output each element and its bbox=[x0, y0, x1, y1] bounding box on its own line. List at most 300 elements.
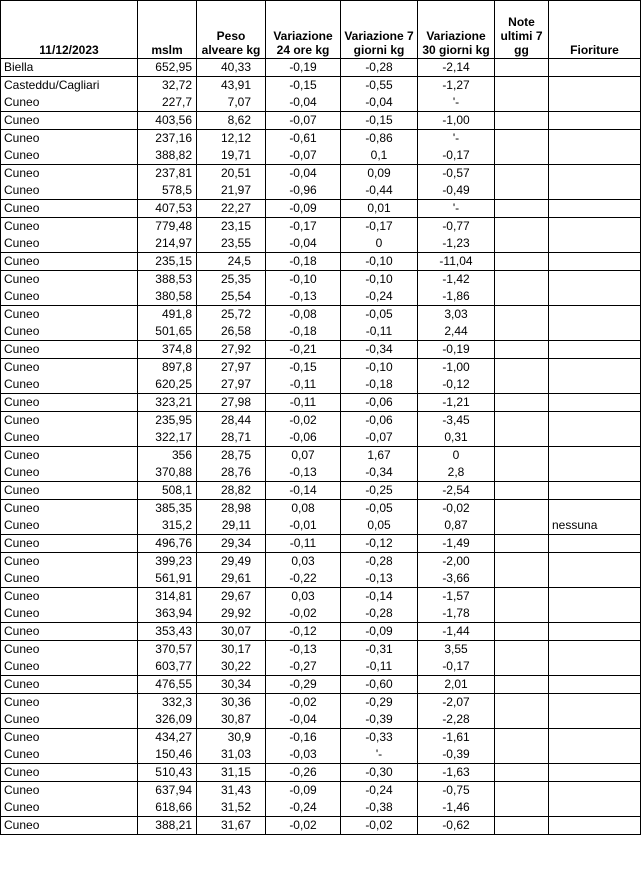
cell-location[interactable]: Cuneo bbox=[1, 200, 138, 218]
cell-note[interactable] bbox=[495, 235, 549, 253]
cell-location[interactable]: Cuneo bbox=[1, 235, 138, 253]
cell-var7[interactable]: -0,13 bbox=[341, 570, 418, 588]
cell-note[interactable] bbox=[495, 288, 549, 306]
cell-var30[interactable]: 3,55 bbox=[418, 641, 495, 659]
cell-fioriture[interactable] bbox=[549, 817, 641, 835]
cell-var30[interactable]: -1,44 bbox=[418, 623, 495, 641]
cell-location[interactable]: Cuneo bbox=[1, 535, 138, 553]
cell-fioriture[interactable] bbox=[549, 94, 641, 112]
cell-var30[interactable]: '- bbox=[418, 94, 495, 112]
cell-note[interactable] bbox=[495, 200, 549, 218]
cell-location[interactable]: Cuneo bbox=[1, 694, 138, 712]
cell-note[interactable] bbox=[495, 182, 549, 200]
cell-note[interactable] bbox=[495, 729, 549, 747]
cell-var24[interactable]: -0,06 bbox=[266, 429, 341, 447]
cell-var30[interactable]: -1,23 bbox=[418, 235, 495, 253]
cell-mslm[interactable]: 235,95 bbox=[138, 412, 197, 430]
cell-var30[interactable]: -1,00 bbox=[418, 112, 495, 130]
cell-location[interactable]: Cuneo bbox=[1, 817, 138, 835]
cell-fioriture[interactable] bbox=[549, 623, 641, 641]
cell-mslm[interactable]: 434,27 bbox=[138, 729, 197, 747]
cell-weight[interactable]: 29,67 bbox=[197, 588, 266, 606]
cell-weight[interactable]: 26,58 bbox=[197, 323, 266, 341]
cell-location[interactable]: Cuneo bbox=[1, 711, 138, 729]
cell-location[interactable]: Cuneo bbox=[1, 782, 138, 800]
cell-fioriture[interactable] bbox=[549, 341, 641, 359]
cell-weight[interactable]: 30,34 bbox=[197, 676, 266, 694]
cell-mslm[interactable]: 380,58 bbox=[138, 288, 197, 306]
cell-weight[interactable]: 28,98 bbox=[197, 500, 266, 518]
cell-fioriture[interactable] bbox=[549, 500, 641, 518]
cell-location[interactable]: Cuneo bbox=[1, 588, 138, 606]
cell-var7[interactable]: -0,28 bbox=[341, 553, 418, 571]
cell-var24[interactable]: -0,21 bbox=[266, 341, 341, 359]
cell-mslm[interactable]: 370,57 bbox=[138, 641, 197, 659]
cell-var7[interactable]: 0 bbox=[341, 235, 418, 253]
cell-location[interactable]: Cuneo bbox=[1, 429, 138, 447]
cell-var24[interactable]: -0,17 bbox=[266, 218, 341, 236]
cell-mslm[interactable]: 501,65 bbox=[138, 323, 197, 341]
cell-mslm[interactable]: 578,5 bbox=[138, 182, 197, 200]
cell-var7[interactable]: -0,86 bbox=[341, 130, 418, 148]
cell-weight[interactable]: 27,97 bbox=[197, 376, 266, 394]
cell-var30[interactable]: 2,01 bbox=[418, 676, 495, 694]
cell-var7[interactable]: 0,01 bbox=[341, 200, 418, 218]
cell-weight[interactable]: 29,49 bbox=[197, 553, 266, 571]
cell-mslm[interactable]: 603,77 bbox=[138, 658, 197, 676]
cell-mslm[interactable]: 652,95 bbox=[138, 59, 197, 77]
cell-note[interactable] bbox=[495, 623, 549, 641]
cell-var30[interactable]: -3,45 bbox=[418, 412, 495, 430]
cell-note[interactable] bbox=[495, 412, 549, 430]
cell-var7[interactable]: -0,10 bbox=[341, 271, 418, 289]
cell-location[interactable]: Cuneo bbox=[1, 306, 138, 324]
cell-var30[interactable]: -1,57 bbox=[418, 588, 495, 606]
cell-note[interactable] bbox=[495, 59, 549, 77]
cell-var30[interactable]: -2,00 bbox=[418, 553, 495, 571]
cell-var30[interactable]: -0,57 bbox=[418, 165, 495, 183]
cell-var24[interactable]: -0,07 bbox=[266, 147, 341, 165]
cell-weight[interactable]: 31,52 bbox=[197, 799, 266, 817]
cell-fioriture[interactable] bbox=[549, 182, 641, 200]
cell-var30[interactable]: 0,31 bbox=[418, 429, 495, 447]
cell-var30[interactable]: -1,21 bbox=[418, 394, 495, 412]
cell-var24[interactable]: -0,19 bbox=[266, 59, 341, 77]
cell-weight[interactable]: 29,61 bbox=[197, 570, 266, 588]
cell-fioriture[interactable] bbox=[549, 588, 641, 606]
cell-fioriture[interactable] bbox=[549, 429, 641, 447]
cell-var24[interactable]: -0,11 bbox=[266, 535, 341, 553]
cell-location[interactable]: Cuneo bbox=[1, 271, 138, 289]
header-mslm[interactable]: mslm bbox=[138, 1, 197, 59]
cell-note[interactable] bbox=[495, 376, 549, 394]
cell-var30[interactable]: -2,07 bbox=[418, 694, 495, 712]
cell-fioriture[interactable] bbox=[549, 676, 641, 694]
cell-var24[interactable]: -0,14 bbox=[266, 482, 341, 500]
cell-weight[interactable]: 30,9 bbox=[197, 729, 266, 747]
cell-note[interactable] bbox=[495, 306, 549, 324]
header-date[interactable]: 11/12/2023 bbox=[1, 1, 138, 59]
cell-fioriture[interactable] bbox=[549, 729, 641, 747]
cell-var24[interactable]: 0,07 bbox=[266, 447, 341, 465]
cell-var24[interactable]: -0,16 bbox=[266, 729, 341, 747]
cell-var30[interactable]: -1,27 bbox=[418, 77, 495, 95]
cell-var7[interactable]: -0,28 bbox=[341, 59, 418, 77]
cell-var7[interactable]: -0,02 bbox=[341, 817, 418, 835]
cell-var24[interactable]: -0,11 bbox=[266, 394, 341, 412]
cell-var7[interactable]: 1,67 bbox=[341, 447, 418, 465]
cell-fioriture[interactable] bbox=[549, 376, 641, 394]
cell-var30[interactable]: -3,66 bbox=[418, 570, 495, 588]
cell-mslm[interactable]: 620,25 bbox=[138, 376, 197, 394]
cell-location[interactable]: Cuneo bbox=[1, 799, 138, 817]
cell-location[interactable]: Biella bbox=[1, 59, 138, 77]
cell-fioriture[interactable] bbox=[549, 464, 641, 482]
cell-mslm[interactable]: 403,56 bbox=[138, 112, 197, 130]
cell-location[interactable]: Cuneo bbox=[1, 553, 138, 571]
cell-var30[interactable]: -0,17 bbox=[418, 658, 495, 676]
cell-var24[interactable]: -0,02 bbox=[266, 817, 341, 835]
cell-var30[interactable]: -0,02 bbox=[418, 500, 495, 518]
cell-var24[interactable]: -0,04 bbox=[266, 235, 341, 253]
cell-weight[interactable]: 23,55 bbox=[197, 235, 266, 253]
cell-fioriture[interactable] bbox=[549, 271, 641, 289]
cell-var30[interactable]: -0,49 bbox=[418, 182, 495, 200]
cell-location[interactable]: Cuneo bbox=[1, 500, 138, 518]
cell-note[interactable] bbox=[495, 605, 549, 623]
cell-mslm[interactable]: 322,17 bbox=[138, 429, 197, 447]
cell-location[interactable]: Cuneo bbox=[1, 323, 138, 341]
cell-weight[interactable]: 28,76 bbox=[197, 464, 266, 482]
cell-var24[interactable]: -0,08 bbox=[266, 306, 341, 324]
cell-note[interactable] bbox=[495, 394, 549, 412]
cell-location[interactable]: Cuneo bbox=[1, 482, 138, 500]
cell-mslm[interactable]: 476,55 bbox=[138, 676, 197, 694]
cell-weight[interactable]: 20,51 bbox=[197, 165, 266, 183]
cell-location[interactable]: Cuneo bbox=[1, 729, 138, 747]
cell-fioriture[interactable] bbox=[549, 482, 641, 500]
header-peso[interactable]: Peso alveare kg bbox=[197, 1, 266, 59]
cell-var30[interactable]: '- bbox=[418, 200, 495, 218]
cell-location[interactable]: Cuneo bbox=[1, 147, 138, 165]
cell-var30[interactable]: -0,75 bbox=[418, 782, 495, 800]
cell-var24[interactable]: -0,15 bbox=[266, 77, 341, 95]
cell-var24[interactable]: -0,02 bbox=[266, 694, 341, 712]
cell-note[interactable] bbox=[495, 517, 549, 535]
cell-fioriture[interactable] bbox=[549, 288, 641, 306]
cell-note[interactable] bbox=[495, 694, 549, 712]
cell-note[interactable] bbox=[495, 359, 549, 377]
cell-fioriture[interactable] bbox=[549, 641, 641, 659]
cell-mslm[interactable]: 235,15 bbox=[138, 253, 197, 271]
cell-weight[interactable]: 22,27 bbox=[197, 200, 266, 218]
cell-var7[interactable]: -0,34 bbox=[341, 464, 418, 482]
cell-mslm[interactable]: 897,8 bbox=[138, 359, 197, 377]
cell-note[interactable] bbox=[495, 676, 549, 694]
cell-location[interactable]: Cuneo bbox=[1, 658, 138, 676]
cell-note[interactable] bbox=[495, 447, 549, 465]
cell-var24[interactable]: -0,04 bbox=[266, 711, 341, 729]
cell-location[interactable]: Cuneo bbox=[1, 412, 138, 430]
cell-mslm[interactable]: 237,16 bbox=[138, 130, 197, 148]
cell-location[interactable]: Cuneo bbox=[1, 447, 138, 465]
cell-var30[interactable]: 0,87 bbox=[418, 517, 495, 535]
cell-var24[interactable]: -0,18 bbox=[266, 253, 341, 271]
header-var7[interactable]: Variazione 7 giorni kg bbox=[341, 1, 418, 59]
cell-note[interactable] bbox=[495, 341, 549, 359]
cell-fioriture[interactable] bbox=[549, 200, 641, 218]
cell-var30[interactable]: 3,03 bbox=[418, 306, 495, 324]
cell-weight[interactable]: 30,36 bbox=[197, 694, 266, 712]
cell-var7[interactable]: -0,39 bbox=[341, 711, 418, 729]
cell-var24[interactable]: -0,96 bbox=[266, 182, 341, 200]
cell-fioriture[interactable] bbox=[549, 570, 641, 588]
cell-var30[interactable]: -1,61 bbox=[418, 729, 495, 747]
cell-var30[interactable]: -1,00 bbox=[418, 359, 495, 377]
cell-note[interactable] bbox=[495, 464, 549, 482]
cell-weight[interactable]: 27,92 bbox=[197, 341, 266, 359]
cell-note[interactable] bbox=[495, 77, 549, 95]
cell-mslm[interactable]: 388,21 bbox=[138, 817, 197, 835]
cell-weight[interactable]: 12,12 bbox=[197, 130, 266, 148]
cell-mslm[interactable]: 315,2 bbox=[138, 517, 197, 535]
cell-mslm[interactable]: 32,72 bbox=[138, 77, 197, 95]
cell-mslm[interactable]: 214,97 bbox=[138, 235, 197, 253]
cell-var24[interactable]: -0,09 bbox=[266, 200, 341, 218]
cell-fioriture[interactable] bbox=[549, 782, 641, 800]
cell-var24[interactable]: -0,07 bbox=[266, 112, 341, 130]
cell-weight[interactable]: 31,43 bbox=[197, 782, 266, 800]
cell-var24[interactable]: -0,29 bbox=[266, 676, 341, 694]
cell-fioriture[interactable] bbox=[549, 394, 641, 412]
cell-mslm[interactable]: 561,91 bbox=[138, 570, 197, 588]
cell-var24[interactable]: -0,04 bbox=[266, 94, 341, 112]
cell-weight[interactable]: 31,67 bbox=[197, 817, 266, 835]
cell-weight[interactable]: 29,11 bbox=[197, 517, 266, 535]
header-var30[interactable]: Variazione 30 giorni kg bbox=[418, 1, 495, 59]
cell-weight[interactable]: 8,62 bbox=[197, 112, 266, 130]
cell-var30[interactable]: -2,54 bbox=[418, 482, 495, 500]
cell-var30[interactable]: -2,28 bbox=[418, 711, 495, 729]
cell-location[interactable]: Cuneo bbox=[1, 288, 138, 306]
cell-location[interactable]: Cuneo bbox=[1, 218, 138, 236]
cell-var7[interactable]: -0,31 bbox=[341, 641, 418, 659]
cell-var7[interactable]: -0,09 bbox=[341, 623, 418, 641]
cell-var7[interactable]: 0,05 bbox=[341, 517, 418, 535]
cell-note[interactable] bbox=[495, 130, 549, 148]
cell-location[interactable]: Cuneo bbox=[1, 376, 138, 394]
cell-var24[interactable]: -0,18 bbox=[266, 323, 341, 341]
cell-var7[interactable]: -0,18 bbox=[341, 376, 418, 394]
cell-mslm[interactable]: 237,81 bbox=[138, 165, 197, 183]
cell-weight[interactable]: 30,22 bbox=[197, 658, 266, 676]
cell-note[interactable] bbox=[495, 799, 549, 817]
cell-var7[interactable]: -0,38 bbox=[341, 799, 418, 817]
cell-location[interactable]: Cuneo bbox=[1, 676, 138, 694]
cell-var7[interactable]: -0,11 bbox=[341, 658, 418, 676]
cell-var7[interactable]: -0,04 bbox=[341, 94, 418, 112]
cell-note[interactable] bbox=[495, 94, 549, 112]
cell-location[interactable]: Cuneo bbox=[1, 764, 138, 782]
cell-fioriture[interactable] bbox=[549, 694, 641, 712]
cell-mslm[interactable]: 385,35 bbox=[138, 500, 197, 518]
cell-var24[interactable]: -0,11 bbox=[266, 376, 341, 394]
cell-var24[interactable]: -0,04 bbox=[266, 165, 341, 183]
cell-var7[interactable]: -0,06 bbox=[341, 412, 418, 430]
cell-weight[interactable]: 24,5 bbox=[197, 253, 266, 271]
cell-weight[interactable]: 30,87 bbox=[197, 711, 266, 729]
cell-var7[interactable]: -0,15 bbox=[341, 112, 418, 130]
cell-var7[interactable]: -0,05 bbox=[341, 500, 418, 518]
cell-note[interactable] bbox=[495, 764, 549, 782]
cell-var24[interactable]: -0,03 bbox=[266, 746, 341, 764]
cell-var7[interactable]: -0,05 bbox=[341, 306, 418, 324]
cell-note[interactable] bbox=[495, 482, 549, 500]
cell-weight[interactable]: 19,71 bbox=[197, 147, 266, 165]
cell-var24[interactable]: -0,02 bbox=[266, 605, 341, 623]
cell-mslm[interactable]: 227,7 bbox=[138, 94, 197, 112]
cell-var30[interactable]: -1,63 bbox=[418, 764, 495, 782]
cell-var24[interactable]: -0,13 bbox=[266, 464, 341, 482]
cell-location[interactable]: Cuneo bbox=[1, 94, 138, 112]
cell-mslm[interactable]: 332,3 bbox=[138, 694, 197, 712]
cell-note[interactable] bbox=[495, 711, 549, 729]
cell-fioriture[interactable] bbox=[549, 359, 641, 377]
cell-mslm[interactable]: 388,53 bbox=[138, 271, 197, 289]
cell-location[interactable]: Cuneo bbox=[1, 464, 138, 482]
cell-location[interactable]: Cuneo bbox=[1, 517, 138, 535]
cell-var30[interactable]: -2,14 bbox=[418, 59, 495, 77]
cell-mslm[interactable]: 508,1 bbox=[138, 482, 197, 500]
cell-var24[interactable]: 0,03 bbox=[266, 588, 341, 606]
cell-var7[interactable]: -0,44 bbox=[341, 182, 418, 200]
cell-var24[interactable]: -0,02 bbox=[266, 412, 341, 430]
cell-var30[interactable]: 2,44 bbox=[418, 323, 495, 341]
header-var24[interactable]: Variazione 24 ore kg bbox=[266, 1, 341, 59]
cell-mslm[interactable]: 323,21 bbox=[138, 394, 197, 412]
cell-var24[interactable]: 0,03 bbox=[266, 553, 341, 571]
cell-mslm[interactable]: 326,09 bbox=[138, 711, 197, 729]
cell-location[interactable]: Cuneo bbox=[1, 359, 138, 377]
cell-var7[interactable]: -0,14 bbox=[341, 588, 418, 606]
cell-location[interactable]: Cuneo bbox=[1, 570, 138, 588]
cell-var7[interactable]: -0,34 bbox=[341, 341, 418, 359]
cell-mslm[interactable]: 150,46 bbox=[138, 746, 197, 764]
cell-location[interactable]: Cuneo bbox=[1, 182, 138, 200]
cell-fioriture[interactable] bbox=[549, 323, 641, 341]
cell-var24[interactable]: -0,15 bbox=[266, 359, 341, 377]
cell-weight[interactable]: 21,97 bbox=[197, 182, 266, 200]
cell-mslm[interactable]: 356 bbox=[138, 447, 197, 465]
cell-fioriture[interactable] bbox=[549, 253, 641, 271]
cell-mslm[interactable]: 510,43 bbox=[138, 764, 197, 782]
cell-note[interactable] bbox=[495, 817, 549, 835]
cell-note[interactable] bbox=[495, 218, 549, 236]
cell-fioriture[interactable] bbox=[549, 447, 641, 465]
cell-note[interactable] bbox=[495, 165, 549, 183]
cell-var30[interactable]: -1,78 bbox=[418, 605, 495, 623]
cell-var7[interactable]: -0,30 bbox=[341, 764, 418, 782]
cell-var30[interactable]: 0 bbox=[418, 447, 495, 465]
cell-var7[interactable]: '- bbox=[341, 746, 418, 764]
cell-var30[interactable]: -0,62 bbox=[418, 817, 495, 835]
cell-location[interactable]: Cuneo bbox=[1, 341, 138, 359]
cell-note[interactable] bbox=[495, 588, 549, 606]
cell-var24[interactable]: -0,09 bbox=[266, 782, 341, 800]
cell-var7[interactable]: -0,60 bbox=[341, 676, 418, 694]
cell-var7[interactable]: 0,1 bbox=[341, 147, 418, 165]
header-note[interactable]: Note ultimi 7 gg bbox=[495, 1, 549, 59]
cell-fioriture[interactable] bbox=[549, 764, 641, 782]
cell-fioriture[interactable] bbox=[549, 130, 641, 148]
cell-weight[interactable]: 27,98 bbox=[197, 394, 266, 412]
cell-var7[interactable]: -0,17 bbox=[341, 218, 418, 236]
cell-note[interactable] bbox=[495, 253, 549, 271]
cell-var7[interactable]: -0,24 bbox=[341, 782, 418, 800]
cell-note[interactable] bbox=[495, 641, 549, 659]
cell-weight[interactable]: 7,07 bbox=[197, 94, 266, 112]
cell-var30[interactable]: -1,46 bbox=[418, 799, 495, 817]
cell-var30[interactable]: -0,17 bbox=[418, 147, 495, 165]
cell-fioriture[interactable] bbox=[549, 147, 641, 165]
cell-note[interactable] bbox=[495, 500, 549, 518]
cell-fioriture[interactable] bbox=[549, 235, 641, 253]
cell-var30[interactable]: -1,86 bbox=[418, 288, 495, 306]
cell-var24[interactable]: -0,26 bbox=[266, 764, 341, 782]
cell-var24[interactable]: 0,08 bbox=[266, 500, 341, 518]
cell-weight[interactable]: 40,33 bbox=[197, 59, 266, 77]
cell-weight[interactable]: 27,97 bbox=[197, 359, 266, 377]
cell-weight[interactable]: 29,92 bbox=[197, 605, 266, 623]
cell-weight[interactable]: 23,15 bbox=[197, 218, 266, 236]
cell-note[interactable] bbox=[495, 147, 549, 165]
cell-location[interactable]: Cuneo bbox=[1, 253, 138, 271]
cell-note[interactable] bbox=[495, 271, 549, 289]
cell-note[interactable] bbox=[495, 658, 549, 676]
cell-fioriture[interactable] bbox=[549, 605, 641, 623]
cell-var24[interactable]: -0,12 bbox=[266, 623, 341, 641]
cell-note[interactable] bbox=[495, 746, 549, 764]
cell-weight[interactable]: 28,82 bbox=[197, 482, 266, 500]
cell-mslm[interactable]: 353,43 bbox=[138, 623, 197, 641]
cell-mslm[interactable]: 618,66 bbox=[138, 799, 197, 817]
cell-fioriture[interactable] bbox=[549, 306, 641, 324]
cell-note[interactable] bbox=[495, 535, 549, 553]
cell-note[interactable] bbox=[495, 112, 549, 130]
cell-var7[interactable]: -0,12 bbox=[341, 535, 418, 553]
cell-location[interactable]: Cuneo bbox=[1, 623, 138, 641]
cell-location[interactable]: Cuneo bbox=[1, 130, 138, 148]
cell-mslm[interactable]: 399,23 bbox=[138, 553, 197, 571]
cell-note[interactable] bbox=[495, 553, 549, 571]
cell-var30[interactable]: -0,77 bbox=[418, 218, 495, 236]
cell-var30[interactable]: 2,8 bbox=[418, 464, 495, 482]
cell-weight[interactable]: 30,07 bbox=[197, 623, 266, 641]
cell-var7[interactable]: -0,07 bbox=[341, 429, 418, 447]
cell-mslm[interactable]: 491,8 bbox=[138, 306, 197, 324]
cell-var24[interactable]: -0,13 bbox=[266, 641, 341, 659]
cell-fioriture[interactable] bbox=[549, 412, 641, 430]
cell-fioriture[interactable] bbox=[549, 112, 641, 130]
cell-var7[interactable]: -0,10 bbox=[341, 253, 418, 271]
cell-mslm[interactable]: 496,76 bbox=[138, 535, 197, 553]
cell-var7[interactable]: -0,55 bbox=[341, 77, 418, 95]
cell-location[interactable]: Cuneo bbox=[1, 641, 138, 659]
cell-var7[interactable]: -0,11 bbox=[341, 323, 418, 341]
cell-var7[interactable]: 0,09 bbox=[341, 165, 418, 183]
cell-mslm[interactable]: 407,53 bbox=[138, 200, 197, 218]
cell-var7[interactable]: -0,24 bbox=[341, 288, 418, 306]
